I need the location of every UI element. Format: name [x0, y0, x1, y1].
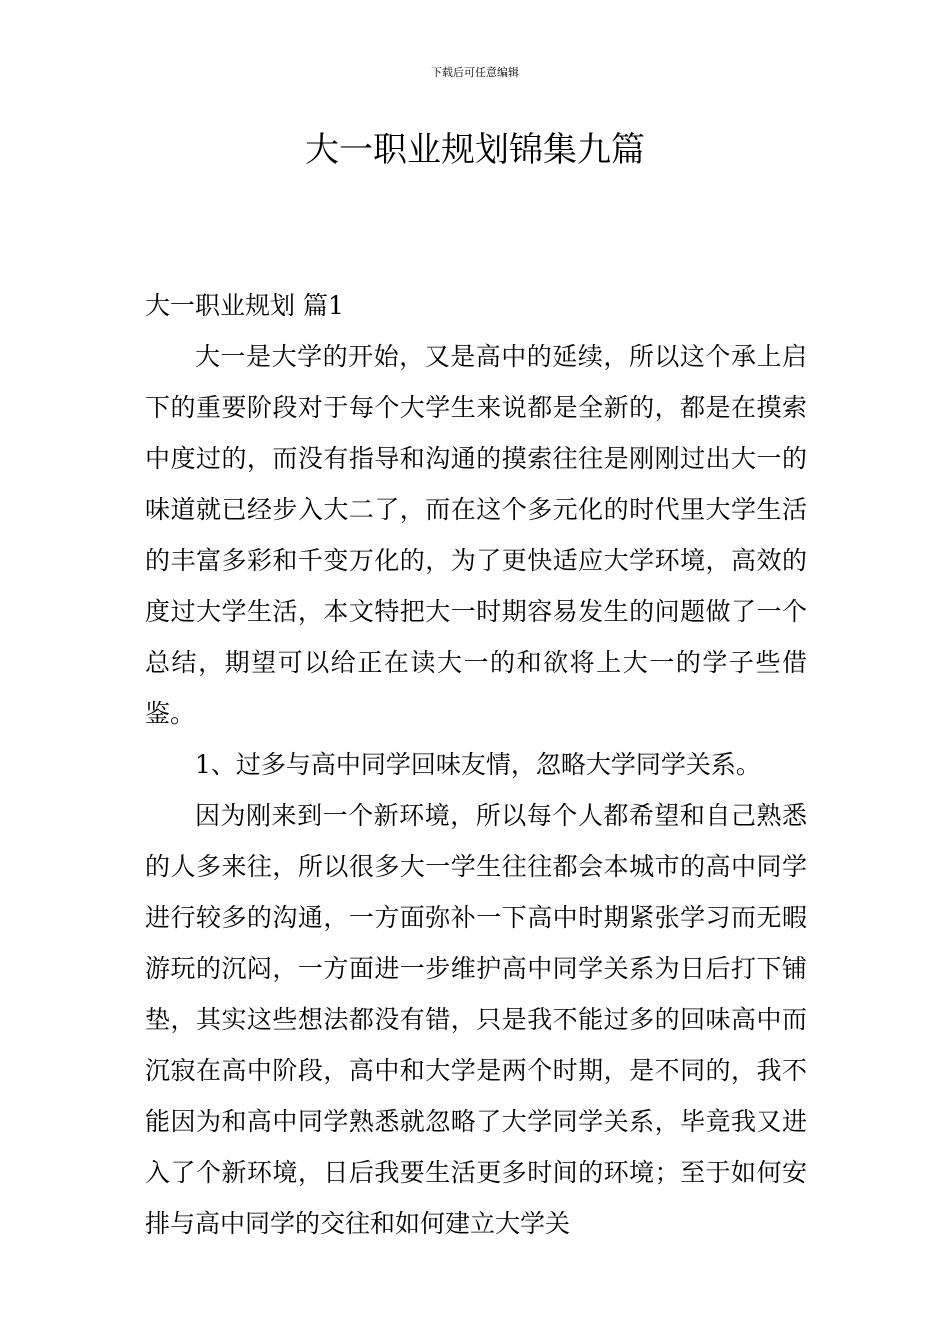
paragraph-intro: 大一是大学的开始，又是高中的延续，所以这个承上启下的重要阶段对于每个大学生来说都是全新的，都是在摸索中度过的，而没有指导和沟通的摸索往往是刚刚过出大一的味道就已经步入大二了，而在这个多元化的时代里大学生活的丰富多彩和千变万化的，为了更快适应大学环境，高效的度过大学生活，本文特把大一时期容易发生的问题做了一个总结，期望可以给正在读大一的和欲将上大一的学子些借鉴。 [145, 342, 807, 728]
document-body [145, 280, 807, 1249]
header-note: 下载后可任意编辑 [431, 66, 519, 79]
paragraph-point-1-detail: 因为刚来到一个新环境，所以每个人都希望和自己熟悉的人多来往，所以很多大一学生往往都会本城市的高中同学进行较多的沟通，一方面弥补一下高中时期紧张学习而无暇游玩的沉闷，一方面进一步维护高中同学关系为日后打下铺垫，其实这些想法都没有错，只是我不能过多的回味高中而沉寂在高中阶段，高中和大学是两个时期，是不同的，我不能因为和高中同学熟悉就忽略了大学同学关系，毕竟我又进入了个新环境，日后我要生活更多时间的环境；至于如何安排与高中同学的交往和如何建立大学关 [145, 801, 807, 1238]
section-heading: 大一职业规划 篇1 [145, 291, 344, 320]
document-title: 大一职业规划锦集九篇 [305, 130, 645, 170]
paragraph-point-1: 1、过多与高中同学回味友情，忽略大学同学关系。 [195, 750, 761, 779]
